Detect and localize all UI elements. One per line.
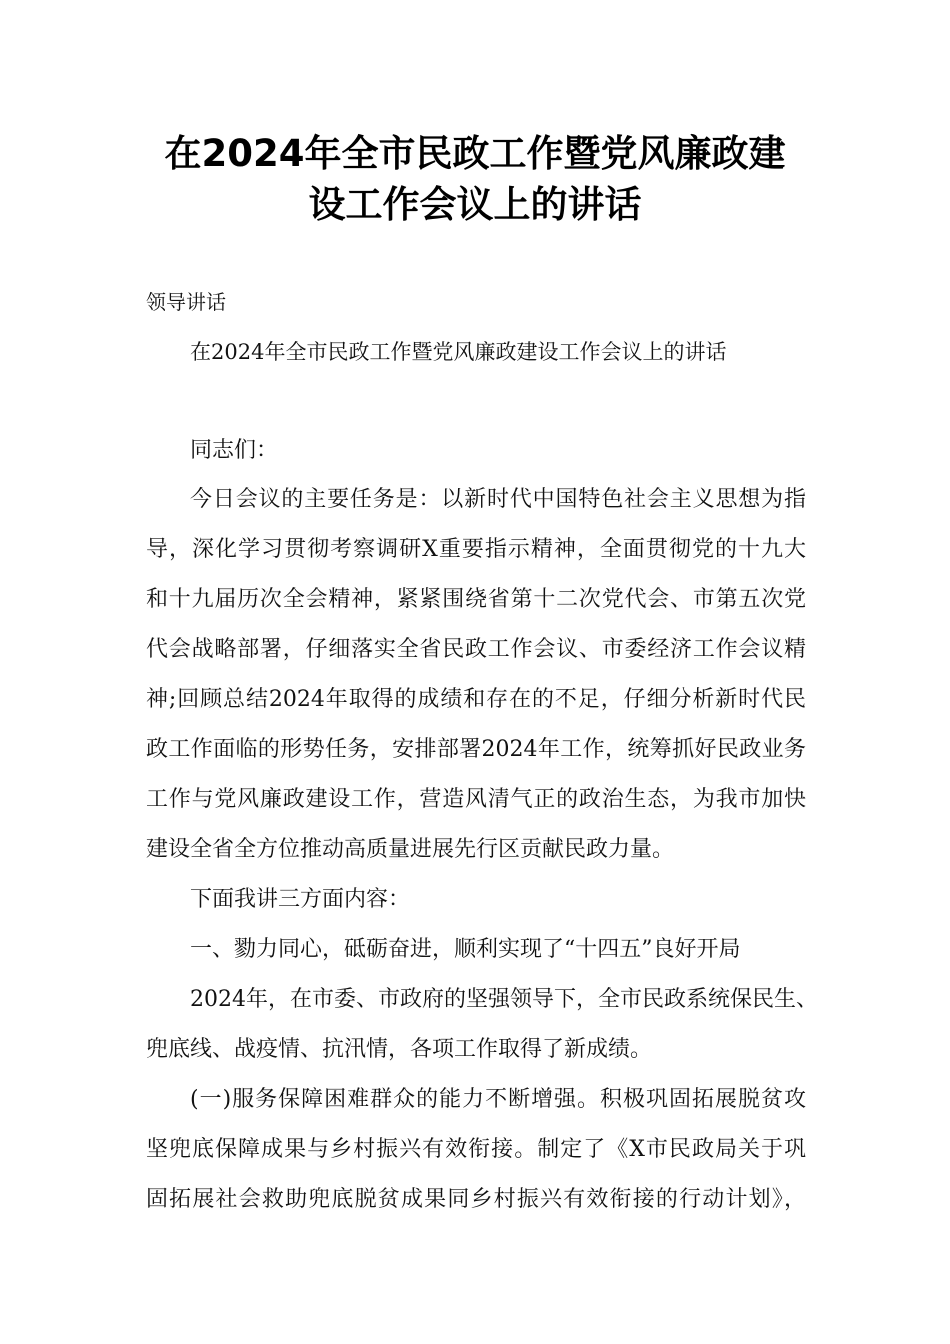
section-heading: 一、勠力同心，砥砺奋进，顺利实现了“十四五”良好开局 [190, 937, 741, 962]
paragraph-line: 固拓展社会救助兜底脱贫成果同乡村振兴有效衔接的行动计划》， [146, 1187, 806, 1212]
document-title-line-2: 设工作会议上的讲话 [308, 183, 642, 226]
paragraph-line: 政工作面临的形势任务，安排部署2024年工作，统筹抓好民政业务 [146, 737, 806, 762]
paragraph-line: 和十九届历次全会精神，紧紧围绕省第十二次党代会、市第五次党 [146, 587, 806, 612]
document-title-line-1: 在2024年全市民政工作暨党风廉政建 [164, 132, 786, 175]
category-label: 领导讲话 [146, 290, 226, 314]
paragraph-line: 建设全省全方位推动高质量进展先行区贡献民政力量。 [146, 837, 675, 862]
paragraph-line: 代会战略部署，仔细落实全省民政工作会议、市委经济工作会议精 [146, 637, 806, 662]
salutation: 同志们： [190, 438, 279, 463]
paragraph-line: (一)服务保障困难群众的能力不断增强。积极巩固拓展脱贫攻 [190, 1087, 806, 1112]
paragraph-line: 坚兜底保障成果与乡村振兴有效衔接。制定了《X市民政局关于巩 [146, 1137, 806, 1162]
paragraph-line: 今日会议的主要任务是：以新时代中国特色社会主义思想为指 [190, 487, 806, 512]
document-subtitle: 在2024年全市民政工作暨党风廉政建设工作会议上的讲话 [190, 340, 727, 364]
paragraph-line: 工作与党风廉政建设工作，营造风清气正的政治生态，为我市加快 [146, 787, 806, 812]
paragraph-line: 下面我讲三方面内容： [190, 887, 411, 912]
paragraph-line: 2024年，在市委、市政府的坚强领导下，全市民政系统保民生、 [190, 987, 818, 1012]
paragraph-line: 导，深化学习贯彻考察调研X重要指示精神，全面贯彻党的十九大 [146, 537, 806, 562]
paragraph-line: 神;回顾总结2024年取得的成绩和存在的不足，仔细分析新时代民 [146, 687, 806, 712]
paragraph-line: 兜底线、战疫情、抗汛情，各项工作取得了新成绩。 [146, 1037, 653, 1062]
